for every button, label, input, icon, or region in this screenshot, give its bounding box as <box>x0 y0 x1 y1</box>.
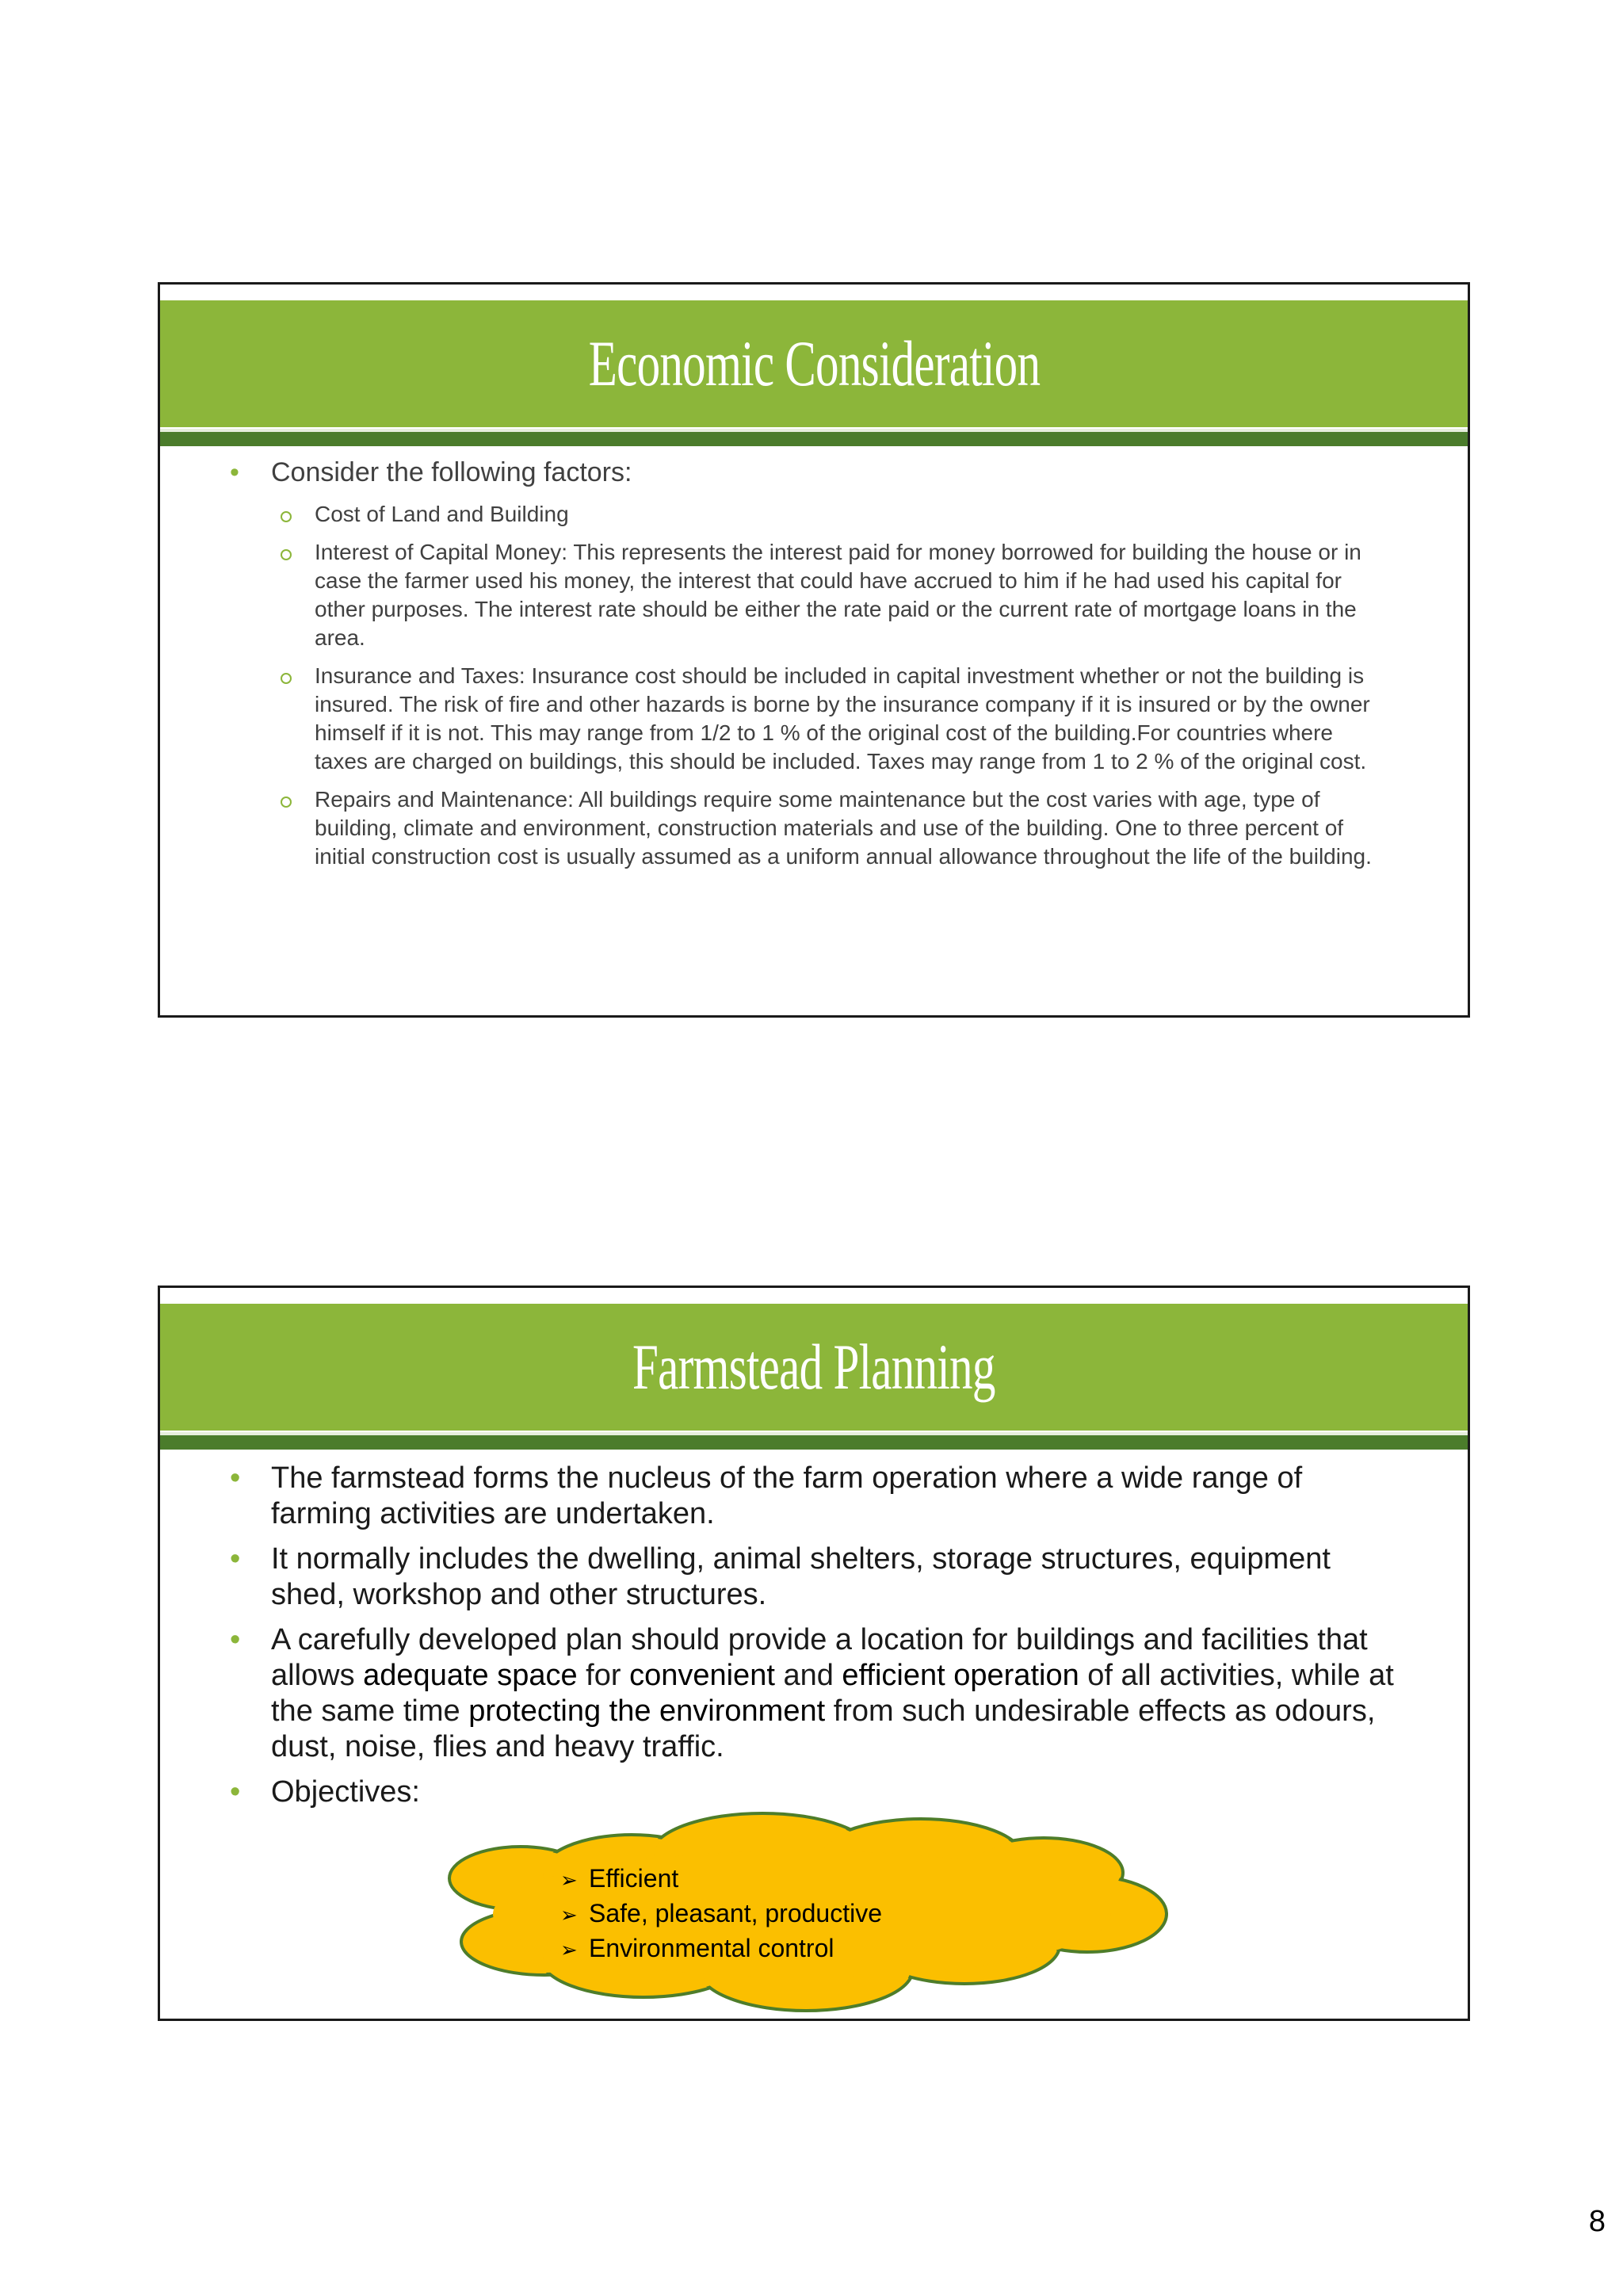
sub-bullet-item <box>160 662 1468 776</box>
slide-farmstead-planning <box>158 1286 1470 2021</box>
title-bar <box>160 300 1468 427</box>
slide-title: Economic Consideration <box>588 327 1040 399</box>
sub-bullet-text: Cost of Land and Building <box>315 502 569 526</box>
slide-content <box>160 1461 1468 1820</box>
objective-text: Environmental control <box>589 1934 834 1962</box>
title-bar <box>160 1304 1468 1431</box>
page-number: 8 <box>1588 2205 1606 2238</box>
emphasis-protecting-environment: protecting the environment <box>468 1694 826 1728</box>
bullet-text: It normally includes the dwelling, animal shelters, storage structures, equipment shed, workshop and other structures. <box>271 1542 1331 1611</box>
bullet-item <box>160 456 1468 489</box>
circle-bullet-icon <box>281 511 292 522</box>
sub-bullet-item <box>160 500 1468 529</box>
slide-content <box>160 456 1468 876</box>
sub-bullet-text: Insurance and Taxes: Insurance cost should be included in capital investment whether or not the building is insured. The risk of fire and other hazards is borne by the insurance company if it is insured or by the owner himself if it is not. This may range from 1/2 to 1 % of the original cost of the building.For countries where taxes are charged on buildings, this should be included. Taxes may range from 1 to 2 % of the original cost. <box>315 663 1370 774</box>
bullet-item <box>160 1461 1468 1532</box>
emphasis-efficient-operation: efficient operation <box>842 1659 1079 1692</box>
circle-bullet-icon <box>281 797 292 808</box>
bullet-dot-icon: • <box>230 1623 241 1656</box>
objectives-cloud <box>445 1811 1190 2017</box>
bullet-dot-icon: • <box>230 1461 241 1495</box>
title-divider-dark <box>160 1435 1468 1450</box>
sub-bullet-item <box>160 785 1468 871</box>
bullet-dot-icon: • <box>230 457 239 487</box>
slide-economic-consideration <box>158 282 1470 1018</box>
bullet-dot-icon: • <box>230 1542 241 1576</box>
objective-text: Safe, pleasant, productive <box>589 1899 883 1927</box>
emphasis-adequate-space: adequate space <box>363 1659 578 1692</box>
arrowhead-bullet-icon: ➢ <box>560 1868 578 1892</box>
arrowhead-bullet-icon: ➢ <box>560 1938 578 1962</box>
objectives-list <box>560 1862 882 1966</box>
objective-item <box>560 1862 882 1897</box>
slide-title: Farmstead Planning <box>632 1331 995 1403</box>
objective-text: Efficient <box>589 1864 679 1893</box>
title-divider-dark <box>160 432 1468 446</box>
circle-bullet-icon <box>281 549 292 560</box>
circle-bullet-icon <box>281 673 292 684</box>
bullet-text: Consider the following factors: <box>271 457 632 487</box>
bullet-text: Objectives: <box>271 1775 420 1809</box>
bullet-item <box>160 1541 1468 1613</box>
objective-item <box>560 1931 882 1966</box>
bullet-item <box>160 1622 1468 1765</box>
sub-bullet-item <box>160 538 1468 652</box>
bullet-dot-icon: • <box>230 1775 241 1809</box>
bullet-text: A carefully developed plan should provide a location for buildings and facilities that allows adequate space for convenient and efficient operation of all activities, while at the same time protecting the environment from such undesirable effects as odours, dust, noise, flies and heavy traffic. <box>271 1623 1394 1763</box>
bullet-item <box>160 1775 1468 1810</box>
sub-bullet-text: Interest of Capital Money: This represents the interest paid for money borrowed for building the house or in case the farmer used his money, the interest that could have accrued to him if he had used his capital for other purposes. The interest rate should be either the rate paid or the current rate of mortgage loans in the area. <box>315 540 1361 650</box>
sub-bullet-text: Repairs and Maintenance: All buildings require some maintenance but the cost varies with age, type of building, climate and environment, construction materials and use of the building. One to three percent of initial construction cost is usually assumed as a uniform annual allowance throughout the life of the building. <box>315 787 1372 869</box>
arrowhead-bullet-icon: ➢ <box>560 1903 578 1927</box>
emphasis-convenient: convenient <box>629 1659 775 1692</box>
objective-item <box>560 1897 882 1931</box>
bullet-text: The farmstead forms the nucleus of the farm operation where a wide range of farming activities are undertaken. <box>271 1461 1303 1530</box>
